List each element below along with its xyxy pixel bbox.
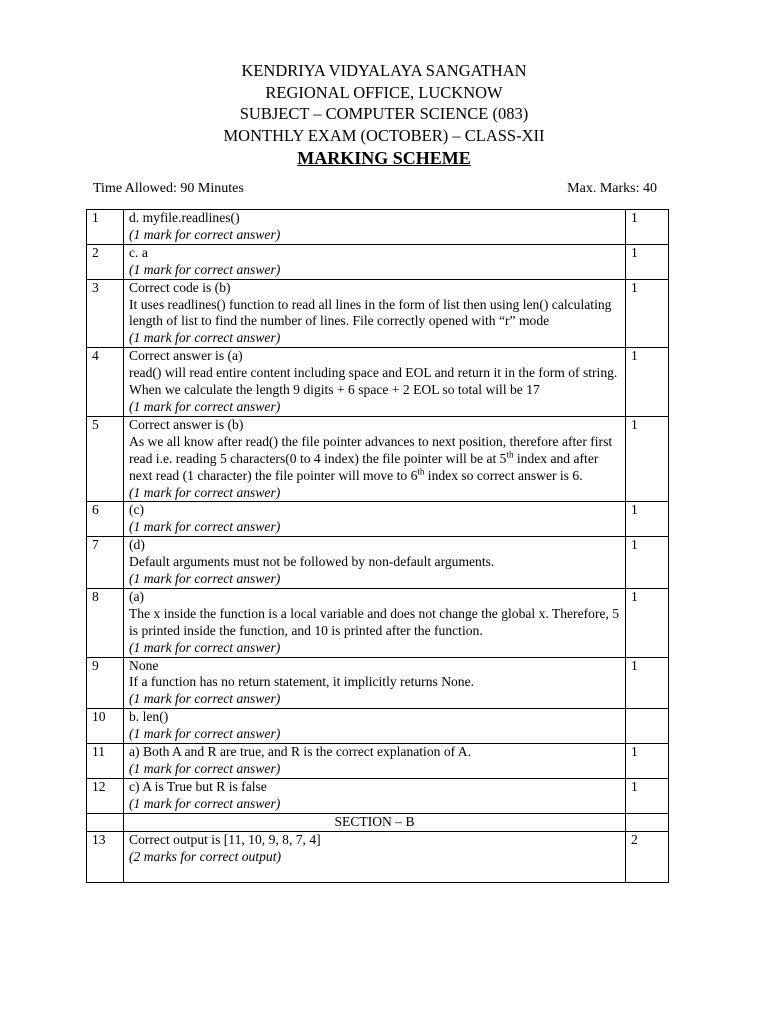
answer-content [124, 744, 626, 779]
ordinal-suffix: th [417, 466, 425, 477]
marking-note: (1 mark for correct answer) [129, 691, 281, 707]
answer-line: c. a [129, 244, 148, 260]
marking-note: (1 mark for correct answer) [129, 726, 281, 742]
answer-content [124, 416, 626, 502]
answer-content [124, 502, 626, 537]
question-number: 6 [87, 502, 124, 537]
marking-table-body [87, 210, 669, 883]
page-title: MARKING SCHEME [297, 148, 471, 168]
explanation-text: As we all know after read() the file pointer advances to next position, therefore after first read i.e. reading 5 characters(0 to 4 index) the file pointer will be at 5 [129, 433, 613, 466]
question-number: 12 [87, 778, 124, 813]
marks-cell: 2 [626, 831, 669, 882]
marks-cell: 1 [626, 657, 669, 709]
answer-line: It uses readlines() function to read all lines in the form of list then using len() calculating length of list to find the number of lines. File correctly opened with “r” mode [129, 296, 612, 329]
answer-line: b. len() [129, 709, 169, 725]
table-row [87, 502, 669, 537]
answer-line: a) Both A and R are true, and R is the correct explanation of A. [129, 744, 472, 760]
table-row [87, 657, 669, 709]
answer-line: Correct output is [11, 10, 9, 8, 7, 4] [129, 831, 321, 847]
table-row [87, 210, 669, 245]
answer-line: (a) [129, 588, 145, 604]
marks-cell [626, 709, 669, 744]
org-name: KENDRIYA VIDYALAYA SANGATHAN [241, 61, 527, 80]
answer-line: Correct answer is (b) [129, 416, 244, 432]
answer-line: Correct code is (b) [129, 279, 231, 295]
marks-cell: 1 [626, 502, 669, 537]
answer-content [124, 709, 626, 744]
answer-content [124, 279, 626, 348]
question-number: 8 [87, 588, 124, 657]
answer-content [124, 831, 626, 882]
answer-line: read() will read entire content including space and EOL and return it in the form of string. When we calculate the length 9 digits + 6 space + 2 EOL so total will be 17 [129, 365, 618, 398]
table-row [87, 416, 669, 502]
table-row [87, 588, 669, 657]
table-row [87, 279, 669, 348]
marks-cell: 1 [626, 537, 669, 589]
question-number: 1 [87, 210, 124, 245]
explanation-text: index so correct answer is 6. [424, 467, 583, 483]
marking-note: (1 mark for correct answer) [129, 261, 281, 277]
time-allowed: Time Allowed: 90 Minutes [93, 181, 244, 196]
empty-cell [87, 813, 124, 831]
answer-explanation [129, 434, 620, 485]
answer-line: Default arguments must not be followed by non-default arguments. [129, 554, 495, 570]
exam-line: MONTHLY EXAM (OCTOBER) – CLASS-XII [223, 125, 545, 145]
question-number: 7 [87, 537, 124, 589]
question-number: 13 [87, 831, 124, 882]
answer-line: d. myfile.readlines() [129, 210, 240, 225]
marking-note: (1 mark for correct answer) [129, 398, 281, 414]
ordinal-suffix: th [506, 449, 514, 460]
answer-content [124, 537, 626, 589]
marks-cell: 1 [626, 244, 669, 279]
answer-content [124, 348, 626, 417]
marks-cell: 1 [626, 744, 669, 779]
table-row [87, 348, 669, 417]
section-title: SECTION – B [124, 813, 626, 831]
answer-content [124, 657, 626, 709]
marks-cell: 1 [626, 416, 669, 502]
table-row [87, 744, 669, 779]
marking-note: (1 mark for correct answer) [129, 519, 281, 535]
answer-content [124, 588, 626, 657]
marking-note: (1 mark for correct answer) [129, 761, 281, 776]
question-number: 5 [87, 416, 124, 502]
regional-office: REGIONAL OFFICE, LUCKNOW [265, 82, 503, 102]
marks-cell: 1 [626, 778, 669, 813]
marks-cell: 1 [626, 348, 669, 417]
marking-note: (1 mark for correct answer) [129, 571, 281, 587]
document-header [0, 60, 768, 169]
marks-cell: 1 [626, 210, 669, 245]
table-row [87, 244, 669, 279]
marking-note: (2 marks for correct output) [129, 848, 282, 864]
empty-cell [626, 813, 669, 831]
marking-note: (1 mark for correct answer) [129, 330, 281, 346]
answer-line: If a function has no return statement, it implicitly returns None. [129, 674, 475, 690]
table-row [87, 831, 669, 882]
explanation-text: index and after next read (1 character) the file pointer will move to 6 [129, 450, 599, 483]
question-number: 3 [87, 279, 124, 348]
max-marks: Max. Marks: 40 [567, 181, 657, 196]
answer-content [124, 244, 626, 279]
answer-line: None [129, 657, 159, 673]
question-number: 9 [87, 657, 124, 709]
marking-note: (1 mark for correct answer) [129, 484, 281, 500]
answer-line: The x inside the function is a local variable and does not change the global x. Therefore, 5 is printed inside the function, and 10 is printed after the function. [129, 605, 620, 638]
answer-content [124, 210, 626, 245]
answer-content [124, 778, 626, 813]
answer-line: Correct answer is (a) [129, 348, 243, 364]
answer-line: c) A is True but R is false [129, 778, 267, 794]
answer-line: (d) [129, 537, 145, 553]
table-row [87, 778, 669, 813]
question-number: 10 [87, 709, 124, 744]
marking-note: (1 mark for correct answer) [129, 795, 281, 811]
marking-note: (1 mark for correct answer) [129, 639, 281, 655]
answer-line: (c) [129, 502, 145, 518]
section-header-row [87, 813, 669, 831]
marks-cell: 1 [626, 279, 669, 348]
table-row [87, 709, 669, 744]
question-number: 11 [87, 744, 124, 779]
marks-cell: 1 [626, 588, 669, 657]
table-row [87, 537, 669, 589]
subject-line: SUBJECT – COMPUTER SCIENCE (083) [239, 104, 529, 123]
marking-table [86, 209, 669, 883]
question-number: 4 [87, 348, 124, 417]
marking-note: (1 mark for correct answer) [129, 226, 281, 242]
question-number: 2 [87, 244, 124, 279]
